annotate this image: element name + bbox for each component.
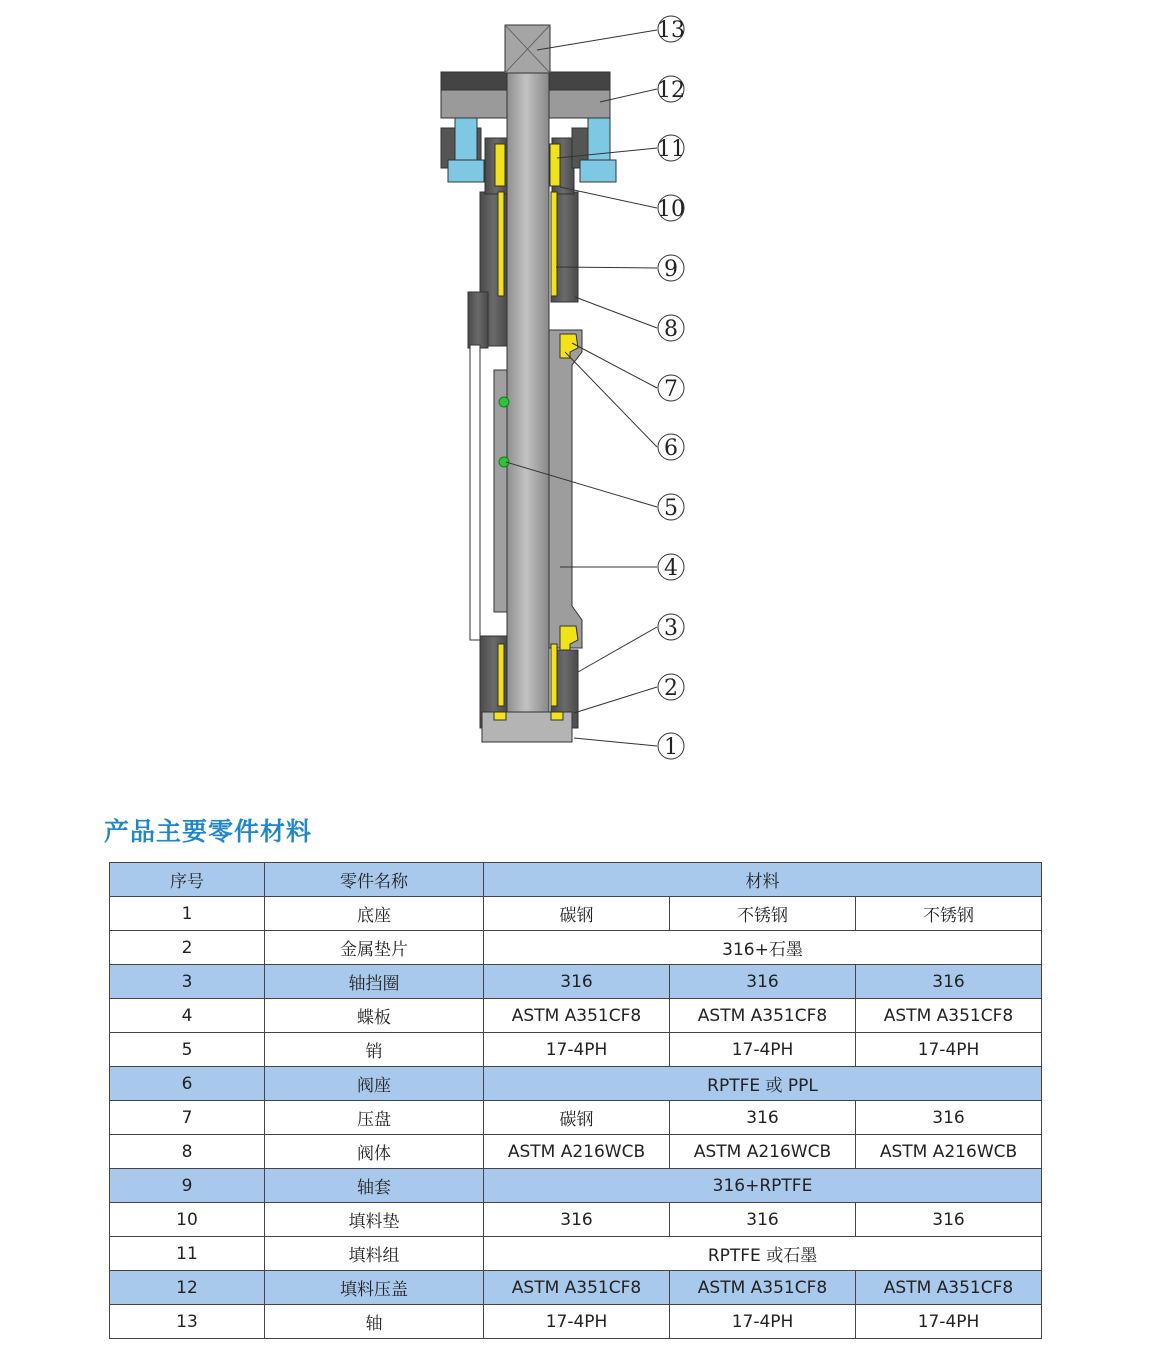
table-row [110,931,1042,965]
svg-text:1: 1 [664,735,678,760]
cell-material: ASTM A351CF8 [856,999,1042,1033]
svg-text:8: 8 [664,317,678,342]
cell-material: ASTM A216WCB [856,1135,1042,1169]
cell-material: 316 [484,1203,670,1237]
callout-4 [658,554,684,581]
cell-material: ASTM A351CF8 [670,1271,856,1305]
cell-part-name: 金属垫片 [265,931,484,965]
table-row [110,1237,1042,1271]
svg-text:3: 3 [664,616,678,641]
callout-9 [658,255,684,282]
cell-material: 316+RPTFE [484,1169,1042,1203]
svg-text:11: 11 [657,137,685,162]
cell-material: 17-4PH [670,1033,856,1067]
cell-material: 316 [856,1101,1042,1135]
cell-material: RPTFE 或石墨 [484,1237,1042,1271]
cell-material: 17-4PH [856,1033,1042,1067]
header-name: 零件名称 [265,863,484,897]
cell-material: 17-4PH [484,1033,670,1067]
cell-material: 碳钢 [484,1101,670,1135]
table-row [110,1101,1042,1135]
svg-text:5: 5 [664,496,678,521]
header-material: 材料 [484,863,1042,897]
cell-material: ASTM A351CF8 [484,999,670,1033]
cell-part-name: 压盘 [265,1101,484,1135]
cell-seq: 7 [110,1101,265,1135]
table-row [110,897,1042,931]
cell-material: 316+石墨 [484,931,1042,965]
svg-text:10: 10 [657,197,685,222]
cell-material: ASTM A351CF8 [856,1271,1042,1305]
cell-seq: 10 [110,1203,265,1237]
cell-material: ASTM A216WCB [670,1135,856,1169]
table-row [110,999,1042,1033]
callout-13 [657,16,685,43]
callout-3 [658,614,684,641]
cell-material: 316 [670,965,856,999]
cell-seq: 11 [110,1237,265,1271]
svg-text:4: 4 [664,556,678,581]
cell-part-name: 阀体 [265,1135,484,1169]
table-header-row [110,863,1042,897]
table-row [110,1135,1042,1169]
cell-part-name: 蝶板 [265,999,484,1033]
callout-7 [658,375,684,402]
table-row [110,1169,1042,1203]
cell-material: ASTM A351CF8 [484,1271,670,1305]
cell-material: 不锈钢 [856,897,1042,931]
cell-part-name: 轴套 [265,1169,484,1203]
callout-11 [657,135,685,162]
cell-seq: 2 [110,931,265,965]
callout-6 [658,434,684,461]
cell-material: 316 [484,965,670,999]
cell-part-name: 销 [265,1033,484,1067]
table-row [110,1203,1042,1237]
cell-material: 316 [856,1203,1042,1237]
cell-material: 316 [670,1203,856,1237]
cell-material: 17-4PH [484,1305,670,1339]
callout-5 [658,494,684,521]
callout-8 [658,315,684,342]
cell-seq: 5 [110,1033,265,1067]
table-row [110,965,1042,999]
svg-text:2: 2 [664,676,678,701]
cell-material: ASTM A216WCB [484,1135,670,1169]
cell-seq: 4 [110,999,265,1033]
svg-text:12: 12 [657,78,685,103]
cell-seq: 3 [110,965,265,999]
callout-10 [657,195,685,222]
svg-text:7: 7 [664,377,678,402]
callout-2 [658,674,684,701]
cell-part-name: 填料组 [265,1237,484,1271]
cell-material: ASTM A351CF8 [670,999,856,1033]
cell-seq: 9 [110,1169,265,1203]
svg-text:13: 13 [657,18,685,43]
cell-part-name: 轴挡圈 [265,965,484,999]
cell-seq: 8 [110,1135,265,1169]
cell-seq: 6 [110,1067,265,1101]
table-row [110,1305,1042,1339]
callout-markers [657,16,685,760]
cell-material: 17-4PH [670,1305,856,1339]
cell-material: RPTFE 或 PPL [484,1067,1042,1101]
cell-part-name: 填料压盖 [265,1271,484,1305]
callout-1 [658,733,684,760]
cell-seq: 12 [110,1271,265,1305]
cell-part-name: 底座 [265,897,484,931]
cell-material: 17-4PH [856,1305,1042,1339]
cell-material: 碳钢 [484,897,670,931]
cell-material: 不锈钢 [670,897,856,931]
section-title: 产品主要零件材料 [104,817,313,846]
cell-part-name: 阀座 [265,1067,484,1101]
table-row [110,1271,1042,1305]
cell-part-name: 填料垫 [265,1203,484,1237]
cell-seq: 1 [110,897,265,931]
cell-material: 316 [670,1101,856,1135]
cell-material: 316 [856,965,1042,999]
callout-12 [657,76,685,103]
svg-text:6: 6 [664,436,678,461]
materials-table [109,862,1042,1339]
table-row [110,1033,1042,1067]
cell-part-name: 轴 [265,1305,484,1339]
cell-seq: 13 [110,1305,265,1339]
table-row [110,1067,1042,1101]
header-seq: 序号 [110,863,265,897]
svg-text:9: 9 [664,257,678,282]
